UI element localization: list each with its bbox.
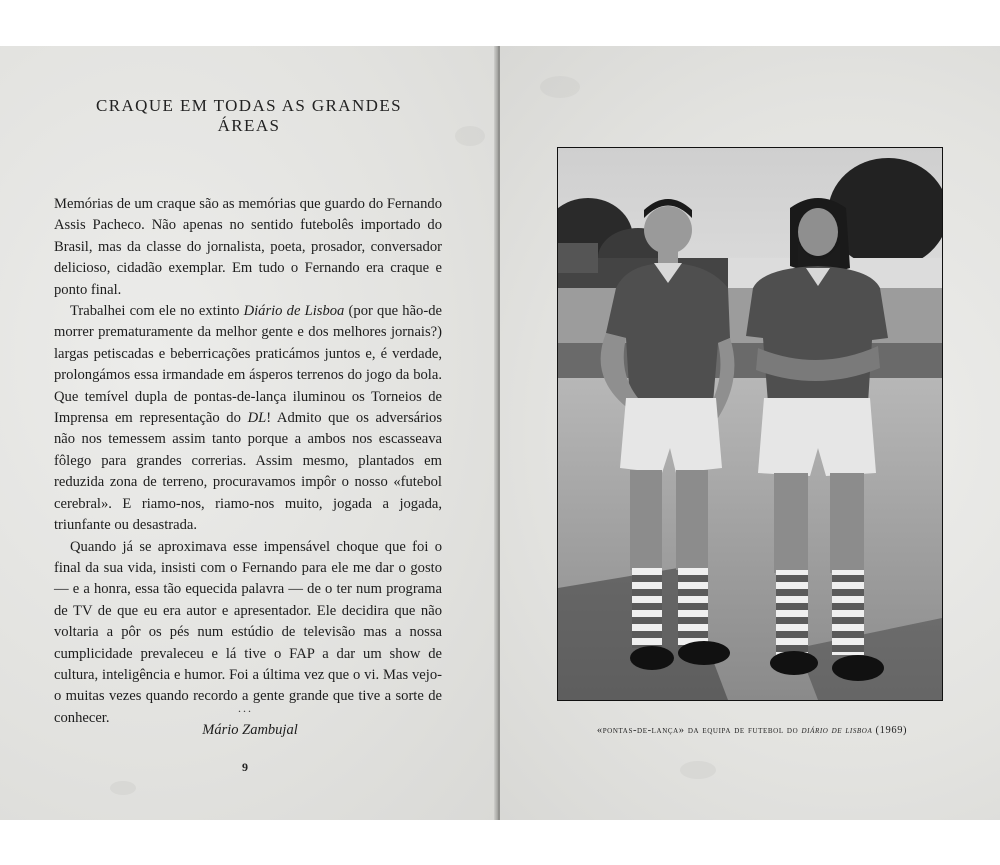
paper-stain xyxy=(680,761,716,779)
caption-text: «pontas-de-lança» da equipa de futebol do xyxy=(596,725,802,736)
paragraph-1 xyxy=(54,194,442,301)
paper-stain xyxy=(110,781,136,795)
caption-year: (1969) xyxy=(872,725,908,736)
newspaper-title: Diário de Lisboa xyxy=(243,303,345,320)
right-page xyxy=(500,46,1000,820)
paragraph-text: (por que hão-de morrer prematuramente da melhor gente e dos melhores jornais?) largas petiscadas e beberricações praticámos juntos e, é verdade, prolongámos essa irmandade em ásperos terrenos do jogo da bola. Que temível dupla de pontas-de-lança iluminou os Torneios de Imprensa em representação do xyxy=(54,303,442,427)
body-text xyxy=(54,194,442,729)
left-page xyxy=(0,46,498,820)
paragraph-2 xyxy=(54,301,442,536)
paragraph-text: Quando já se aproximava esse impensável choque que foi o final da sua vida, insisti com o Fernando para ele me dar o gosto — e a honra, essa tão equecida palavra — de o ter num programa de TV de que eu era autor e apresentador. Ele decidira que não voltaria a pôr os pés num estúdio de televisão mas a nossa cumplicidade prevaleceu e lá tive o FAP a dar um show de cultura, inteligência e humor. Foi a última vez que o vi. Mas vejo-o muitas vezes quando recordo a gente grande que tive a sorte de conhecer. xyxy=(54,538,442,726)
author-signature: Mário Zambujal xyxy=(202,722,298,738)
paper-stain xyxy=(455,126,485,146)
football-players-photo xyxy=(557,147,943,701)
running-title: CRAQUE EM TODAS AS GRANDES ÁREAS xyxy=(96,96,402,135)
paragraph-text: Trabalhei com ele no extinto xyxy=(70,303,244,320)
paper-stain xyxy=(540,76,580,98)
paragraph-text: ! Admito que os adversários não nos temessem assim tanto porque a ambos nos escasseava fôlego para grandes correrias. Assim mesmo, plantados em reduzida zona de terreno, procuravamos impôr o nosso «futebol cerebral». E riamo-nos, riamo-nos muito, jogada a jogada, triunfante ou desastrada. xyxy=(54,410,442,534)
photo-caption xyxy=(560,725,944,736)
newspaper-abbreviation: DL xyxy=(247,410,267,427)
caption-newspaper-title: diário de lisboa xyxy=(801,725,873,736)
page-number: 9 xyxy=(242,760,248,774)
separator-dots: ... xyxy=(238,701,253,715)
photo-illustration xyxy=(558,148,942,700)
paragraph-text: Memórias de um craque são as memórias que guardo do Fernando Assis Pacheco. Não apenas no sentido futebolês importado do Brasil, mas da classe do jornalista, poeta, prosador, conversador delicioso, cidadão exemplar. Em tudo o Fernando era craque e ponto final. xyxy=(54,196,442,298)
book-spread xyxy=(0,46,1000,820)
